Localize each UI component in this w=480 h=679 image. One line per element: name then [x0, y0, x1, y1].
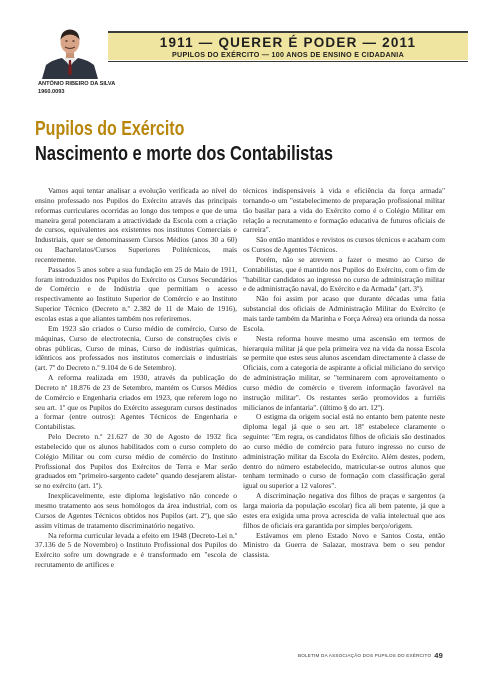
article-column-right [243, 186, 445, 560]
footer [298, 651, 443, 660]
header-rule-bottom [108, 61, 468, 62]
paragraph: Estávamos em pleno Estado Novo e Santos Costa, então Ministro da Guerra de Salazar, mostrava bem o seu pendor classista. [243, 530, 445, 560]
header-subtitle: PUPILOS DO EXÉRCITO — 100 ANOS DE ENSINO E CIDADANIA [172, 51, 404, 59]
footer-publication: BOLETIM DA ASSOCIAÇÃO DOS PUPILOS DO EXÉRCITO [298, 653, 432, 658]
article-headline: Nascimento e morte dos Contabilistas [35, 142, 334, 165]
paragraph: Pelo Decreto n.º 21.627 de 30 de Agosto de 1932 fica estabelecido que os alunos habilitados com o curso completo do Colégio Militar ou com curso médio de comércio do Instituto Profissional dos Pupilos dos Exércitos de Terra e Mar serão graduados em "primeiro-sargento cadete" quando desejarem alistar-se no exército (art. 1º). [35, 432, 237, 491]
paragraph: A discriminação negativa dos filhos de praças e sargentos (a larga maioria da população escolar) fica ali bem patente, já que a estes era exigida uma prova acrescida de valia intelectual que aos filhos de oficiais era garantida por simples berço/origem. [243, 491, 445, 530]
article-column-left [35, 186, 237, 570]
paragraph: Porém, não se atrevem a fazer o mesmo ao Curso de Contabilistas, que é mantido nos Pupilos do Exército, com o fim de "habilitar candidatos ao ingresso no curso de administração militar e de administração naval, do Exército e da Armada" (art. 3º). [243, 254, 445, 294]
paragraph: Inexplicavelmente, este diploma legislativo não concede o mesmo tratamento aos seus homólogos da área industrial, com os Cursos de Agentes Técnicos obtidos nos Pupilos (art. 2º), que são assim vítimas de tratamento discriminatório negativo. [35, 491, 237, 530]
author-portrait-image [40, 27, 100, 79]
header-title: 1911 — QUERER É PODER — 2011 [159, 35, 417, 50]
author-name: ANTÓNIO RIBEIRO DA SILVA [38, 81, 116, 87]
author-photo [40, 27, 100, 79]
author-id: 1960.0093 [38, 89, 65, 95]
paragraph: O estigma da origem social está no entanto bem patente neste diploma legal já que o seu art. 18º estabelece claramente o seguinte: "Em regra, os candidatos filhos de oficiais são destinados ao curso médio de comércio para futuro ingresso no curso de administração militar da Escola do Exército. Além destes, podem, dentro do número estabelecido, matricular-se outros alunos que tenham terminado o curso de formação com classificação geral igual ou superior a 12 valores". [243, 412, 445, 491]
paragraph: Na reforma curricular levada a efeito em 1948 (Decreto-Lei n.º 37.136 de 5 de Novembro) o Instituto Profissional dos Pupilos do Exército sofre um downgrade e é transformado em "escola de recrutamento de artífices e [35, 530, 237, 570]
paragraph: técnicos indispensáveis à vida e eficiência da força armada" tornando-o um "estabelecimento de preparação profissional militar tão basilar para a vida do Exército como é o Colégio Militar em relação a recrutamento e formação educativa de futuros oficiais de carreira". [243, 186, 445, 235]
paragraph: Nesta reforma houve mesmo uma ascensão em termos de hierarquia militar já que pela primeira vez na vida da nossa Escola se permite que estes seus alunos ascendam directamente à classe de Oficiais, com a categoria de aspirante a oficial miliciano do serviço de administração militar, se "terminarem com aproveitamento o curso médio de comércio e tiverem informação favorável na instrução militar". Os restantes serão promovidos a furriéis milicianos de infantaria". (último § do art. 12º). [243, 333, 445, 412]
paragraph: Em 1923 são criados o Curso médio de comércio, Curso de máquinas, Curso de electrotecnia, Curso de construções civis e obras públicas, Curso de minas, Curso de indústrias químicas, idênticos aos professados nos institutos comerciais e industriais (art. 7º do Decreto n.º 9.104 de 6 de Setembro). [35, 323, 237, 373]
page-number: 49 [434, 651, 443, 660]
paragraph: Vamos aqui tentar analisar a evolução verificada ao nível do ensino professado nos Pupilos do Exército através das principais reformas curriculares ocorridas ao longo dos tempos e que de uma maneira geral potenciaram a atractividade da Escola com a criação de cursos, equivalentes aos existentes nos institutos Comerciais e Industriais, quer se denominassem Cursos Médios (anos 30 a 60) ou Bacharelatos/Cursos Superiores Politécnicos, mais recentemente. [35, 186, 237, 264]
paragraph: Não foi assim por acaso que durante décadas uma fatia substancial dos oficiais de Administração Militar do Exército (e mais tarde também da Marinha e Força Aérea) era oriunda da nossa Escola. [243, 294, 445, 333]
paragraph: Passados 5 anos sobre a sua fundação em 25 de Maio de 1911, foram introduzidos nos Pupilos do Exército os Cursos Secundários de Comércio e de Indústria que permitiam o acesso respectivamente ao Instituto Superior de Comércio e ao Instituto Superior Técnico (Decreto n.º 2.382 de 11 de Maio de 1916), escolas estas a que aliantes também nos referiremos. [35, 264, 237, 323]
paragraph: A reforma realizada em 1930, através da publicação do Decreto nº 18.876 de 23 de Setembro, mantém os Cursos Médios de Comércio e Engenharia criados em 1923, que referem logo no seu art. 1º que os Pupilos do Exército asseguram cursos destinados a formar (entre outros): Agentes Técnicos de Engenharia e Contabilistas. [35, 373, 237, 432]
article-kicker: Pupilos do Exército [35, 118, 185, 140]
paragraph: São então mantidos e revistos os cursos técnicos e acabam com os Cursos de Agentes Técnicos. [243, 235, 445, 255]
